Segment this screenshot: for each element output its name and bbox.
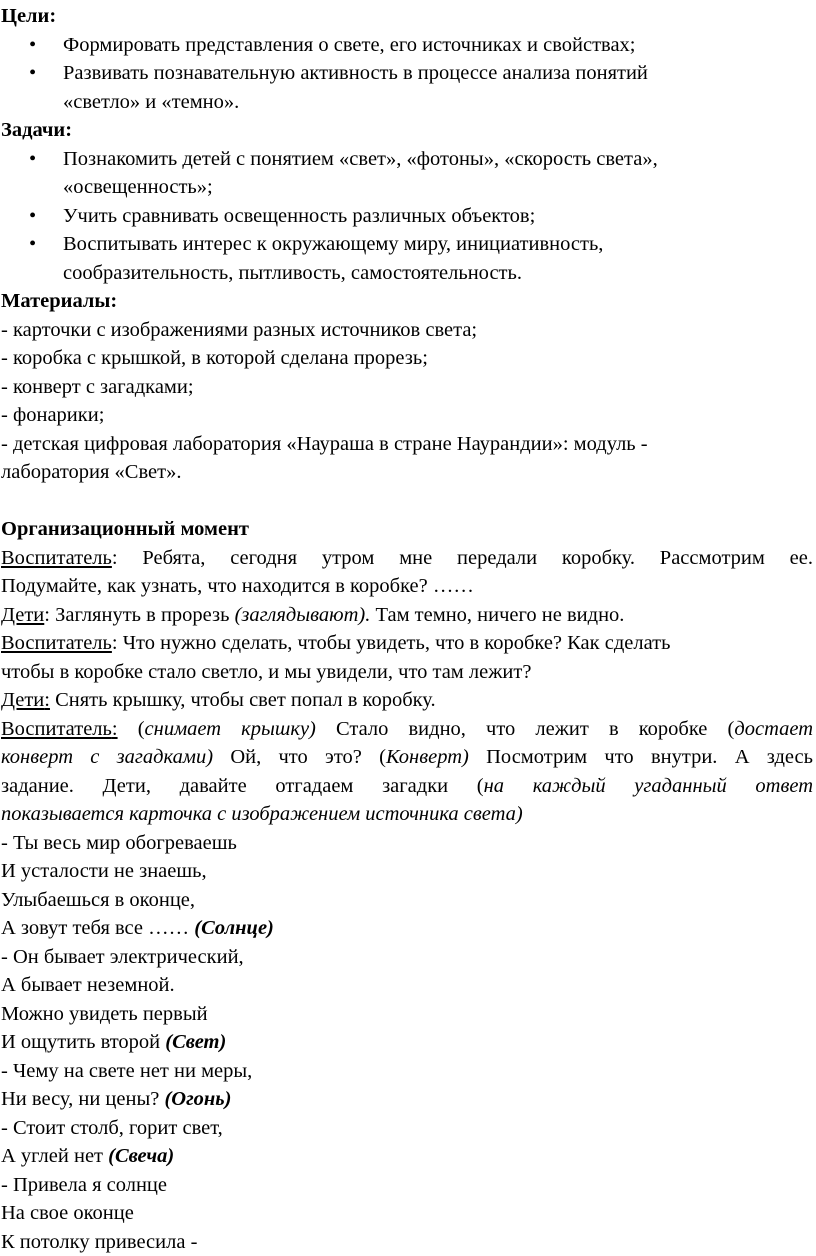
riddle-line: К потолку привесила - [1,1228,816,1256]
goals-item-2-cont: «светло» и «темно». [1,88,816,117]
bullet-icon: • [29,31,36,60]
riddle-line: - Ты весь мир обогреваешь [1,829,816,858]
riddle-line: А зовут тебя все …… (Солнце) [1,914,816,943]
riddle-line: А углей нет (Свеча) [1,1142,816,1171]
bullet-icon: • [29,145,36,174]
dialogue-line: конверт с загадками) Ой, что это? (Конверт) Посмотрим что внутри. А здесь [1,743,813,772]
materials-item: - фонарики; [1,401,816,430]
blank-line [1,487,816,516]
riddle-line: На свое оконце [1,1199,816,1228]
riddle-answer: (Свеча) [108,1145,174,1167]
riddle-line: А бывает неземной. [1,971,816,1000]
riddle-line: - Он бывает электрический, [1,943,816,972]
dialogue-line: Воспитатель: Ребята, сегодня утром мне передали коробку. Рассмотрим ее. [1,544,813,573]
org-heading: Организационный момент [1,515,816,544]
riddle-answer: (Свет) [165,1031,226,1053]
dialogue-line: Воспитатель: Что нужно сделать, чтобы увидеть, что в коробке? Как сделать [1,629,816,658]
goals-item-2: • Развивать познавательную активность в процессе анализа понятий [1,59,816,88]
goals-heading: Цели: [1,2,816,31]
dialogue-line: показывается карточка с изображением источника света) [1,800,816,829]
riddle-line: И ощутить второй (Свет) [1,1028,816,1057]
tasks-heading: Задачи: [1,116,816,145]
materials-item: лаборатория «Свет». [1,458,816,487]
goals-item-1: • Формировать представления о свете, его источниках и свойствах; [1,31,816,60]
materials-item: - детская цифровая лаборатория «Наураша в стране Наурандии»: модуль - [1,430,816,459]
riddle-line: - Стоит столб, горит свет, [1,1114,816,1143]
bullet-icon: • [29,230,36,259]
bullet-icon: • [29,202,36,231]
riddle-line: И усталости не знаешь, [1,857,816,886]
materials-item: - конверт с загадками; [1,373,816,402]
riddle-line: - Чему на свете нет ни меры, [1,1057,816,1086]
speaker-kids: Дети: [1,689,50,711]
tasks-item-3: • Воспитывать интерес к окружающему миру, инициативность, [1,230,816,259]
dialogue-line: задание. Дети, давайте отгадаем загадки (на каждый угаданный ответ [1,772,813,801]
dialogue-line: чтобы в коробке стало светло, и мы увидели, что там лежит? [1,658,816,687]
dialogue-line: Подумайте, как узнать, что находится в коробке? …… [1,572,816,601]
materials-item: - карточки с изображениями разных источников света; [1,316,816,345]
materials-heading: Материалы: [1,287,816,316]
speaker-teacher: Воспитатель [1,547,112,569]
dialogue-line: Дети: Снять крышку, чтобы свет попал в коробку. [1,686,816,715]
riddle-line: Ни весу, ни цены? (Огонь) [1,1085,816,1114]
materials-item: - коробка с крышкой, в которой сделана прорезь; [1,344,816,373]
dialogue-line: Воспитатель: (снимает крышку) Стало видно, что лежит в коробке (достает [1,715,813,744]
riddle-line: Улыбаешься в оконце, [1,886,816,915]
speaker-teacher: Воспитатель: [1,718,118,740]
tasks-item-3-cont: сообразительность, пытливость, самостоятельность. [1,259,816,288]
tasks-item-1-cont: «освещенность»; [1,173,816,202]
riddle-line: - Привела я солнце [1,1171,816,1200]
tasks-item-1: • Познакомить детей с понятием «свет», «фотоны», «скорость света», [1,145,816,174]
tasks-item-2: • Учить сравнивать освещенность различных объектов; [1,202,816,231]
speaker-teacher: Воспитатель [1,632,112,654]
riddle-answer: (Огонь) [164,1088,231,1110]
bullet-icon: • [29,59,36,88]
dialogue-line: Дети: Заглянуть в прорезь (заглядывают). Там темно, ничего не видно. [1,601,816,630]
speaker-kids: Дети [1,604,44,626]
riddle-answer: (Солнце) [194,917,274,939]
riddle-line: Можно увидеть первый [1,1000,816,1029]
